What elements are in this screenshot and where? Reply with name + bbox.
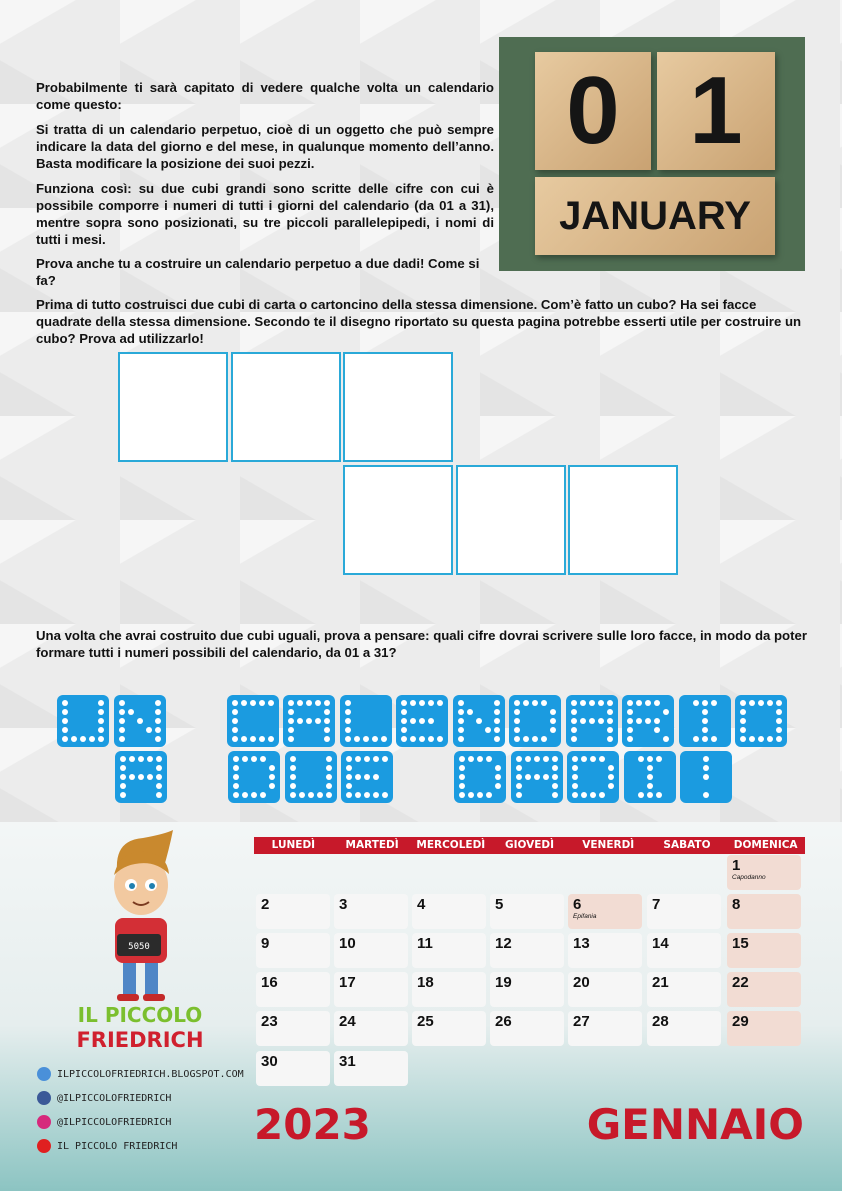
day-number: 21 <box>652 974 669 991</box>
calendar-day-cell <box>490 1011 564 1046</box>
calendar-day-cell <box>256 1051 330 1086</box>
calendar-day-cell <box>490 972 564 1007</box>
dice-gap <box>170 695 222 747</box>
dice-letter <box>341 751 393 803</box>
globe-icon <box>37 1067 51 1081</box>
day-number: 4 <box>417 896 426 913</box>
calendar-day-cell <box>568 894 642 929</box>
day-number: 11 <box>417 935 433 952</box>
brand-name-line-2: FRIEDRICH <box>76 1028 204 1052</box>
day-number: 19 <box>495 974 512 991</box>
cube-face <box>343 465 453 575</box>
dice-letter <box>454 751 506 803</box>
social-youtube[interactable]: IL PICCOLO FRIEDRICH <box>37 1139 177 1153</box>
dice-letter <box>735 695 787 747</box>
dice-letter <box>115 751 167 803</box>
weekday-label: SABATO <box>663 839 711 851</box>
day-number: 22 <box>732 974 749 991</box>
day-number: 31 <box>339 1053 356 1070</box>
intro-paragraph-6: Una volta che avrai costruito due cubi uguali, prova a pensare: quali cifre dovrai scrivere sulle loro facce, in modo da poter formare tutti i numeri possibili del calendario, da 01 a 31? <box>36 628 807 660</box>
day-number: 28 <box>652 1013 669 1030</box>
day-number: 20 <box>573 974 590 991</box>
weekday-label: MERCOLEDÌ <box>416 839 486 851</box>
calendar-day-cell <box>412 933 486 968</box>
calendar-day-cell <box>568 972 642 1007</box>
dice-letter <box>679 695 731 747</box>
day-number: 13 <box>573 935 590 952</box>
calendar-day-cell <box>412 1011 486 1046</box>
weekday-label: MARTEDÌ <box>345 839 399 851</box>
calendar-day-cell <box>647 933 721 968</box>
day-number: 3 <box>339 896 348 913</box>
calendar-day-cell <box>490 894 564 929</box>
wooden-block-digit-1: 0 <box>535 52 651 170</box>
calendar-day-cell <box>727 933 801 968</box>
weekday-label: LUNEDÌ <box>271 839 316 851</box>
dice-title-line-1 <box>57 695 792 747</box>
day-number: 12 <box>495 935 512 952</box>
day-number: 25 <box>417 1013 434 1030</box>
wooden-block-month: JANUARY <box>535 177 775 255</box>
mascot-illustration <box>95 830 185 1005</box>
weekday-label: GIOVEDÌ <box>504 839 555 851</box>
day-number: 18 <box>417 974 434 991</box>
day-number: 15 <box>732 935 749 952</box>
instagram-icon <box>37 1115 51 1129</box>
dice-gap <box>172 751 224 803</box>
weekday-label: DOMENICA <box>733 839 798 851</box>
day-number: 2 <box>261 896 270 913</box>
day-number: 29 <box>732 1013 749 1030</box>
calendar-day-cell <box>256 894 330 929</box>
day-number: 16 <box>261 974 278 991</box>
mascot-shirt-text: 5050 <box>128 942 150 952</box>
dice-title-line-2 <box>115 751 737 803</box>
facebook-icon <box>37 1091 51 1105</box>
calendar-day-cell <box>647 972 721 1007</box>
cube-face <box>118 352 228 462</box>
weekday-label: VENERDÌ <box>582 839 635 851</box>
day-number: 6 <box>573 896 582 913</box>
dice-letter <box>566 695 618 747</box>
calendar-day-cell <box>568 933 642 968</box>
calendar-day-cell <box>727 1011 801 1046</box>
calendar-day-cell <box>727 972 801 1007</box>
calendar-day-cell <box>490 933 564 968</box>
day-number: 24 <box>339 1013 356 1030</box>
dice-letter <box>283 695 335 747</box>
calendar-day-cell <box>334 933 408 968</box>
holiday-label: Capodanno <box>732 874 766 881</box>
dice-letter <box>228 751 280 803</box>
calendar-day-cell <box>256 972 330 1007</box>
dice-letter <box>680 751 732 803</box>
dice-letter <box>622 695 674 747</box>
wooden-block-digit-2: 1 <box>657 52 775 170</box>
dice-letter <box>453 695 505 747</box>
day-number: 9 <box>261 935 270 952</box>
dice-letter <box>509 695 561 747</box>
day-number: 5 <box>495 896 504 913</box>
intro-paragraph-5: Prima di tutto costruisci due cubi di carta o cartoncino della stessa dimensione. Com’è fatto un cubo? Ha sei facce quadrate della stessa dimensione. Secondo te il disegno riportato su questa pagina potrebbe esserti utile per costruire un cubo? Prova ad utilizzarlo! <box>36 297 802 346</box>
cube-face <box>568 465 678 575</box>
day-number: 7 <box>652 896 661 913</box>
brand-name-line-1: IL PICCOLO <box>77 1003 203 1027</box>
social-facebook[interactable]: @ILPICCOLOFRIEDRICH <box>37 1091 171 1105</box>
calendar-day-cell <box>647 894 721 929</box>
calendar-day-cell <box>334 972 408 1007</box>
wooden-calendar-photo <box>499 37 805 271</box>
day-number: 8 <box>732 896 741 913</box>
dice-letter <box>57 695 109 747</box>
calendar-day-cell <box>334 894 408 929</box>
calendar-day-cell <box>727 855 801 890</box>
calendar-year: 2023 <box>254 1100 371 1149</box>
calendar-day-cell <box>412 894 486 929</box>
dice-letter <box>285 751 337 803</box>
dice-letter <box>396 695 448 747</box>
dice-letter <box>624 751 676 803</box>
intro-paragraph-4: Prova anche tu a costruire un calendario perpetuo a due dadi! Come si fa? <box>36 256 480 288</box>
calendar-weekday-header <box>254 837 805 854</box>
calendar-month: GENNAIO <box>586 1100 804 1149</box>
calendar-day-cell <box>568 1011 642 1046</box>
cube-face <box>456 465 566 575</box>
dice-letter <box>567 751 619 803</box>
holiday-label: Epifania <box>573 913 597 920</box>
calendar-day-cell <box>256 933 330 968</box>
social-website[interactable]: ILPICCOLOFRIEDRICH.BLOGSPOT.COM <box>37 1067 244 1081</box>
calendar-day-cell <box>334 1051 408 1086</box>
dice-letter <box>340 695 392 747</box>
calendar-day-cell <box>727 894 801 929</box>
cube-face <box>231 352 341 462</box>
youtube-icon <box>37 1139 51 1153</box>
calendar-day-cell <box>412 972 486 1007</box>
day-number: 30 <box>261 1053 278 1070</box>
dice-letter <box>114 695 166 747</box>
cube-face <box>343 352 453 462</box>
day-number: 26 <box>495 1013 512 1030</box>
calendar-day-cell <box>334 1011 408 1046</box>
intro-paragraph-2: Si tratta di un calendario perpetuo, cioè di un oggetto che può sempre indicare la data del giorno e del mese, in qualunque momento dell’anno. Basta modificare la posizione dei suoi pezzi. <box>36 122 494 171</box>
day-number: 17 <box>339 974 356 991</box>
intro-paragraph-1: Probabilmente ti sarà capitato di vedere qualche volta un calendario come questo: <box>36 80 494 112</box>
dice-gap <box>398 751 450 803</box>
day-number: 10 <box>339 935 356 952</box>
calendar-day-cell <box>256 1011 330 1046</box>
intro-paragraph-3: Funziona così: su due cubi grandi sono scritte delle cifre con cui è possibile comporre i numeri di tutti i giorni del calendario (da 01 a 31), mentre sopra sono posizionati, su tre piccoli parallelepipedi, i nomi di tutti i mesi. <box>36 181 494 247</box>
dice-letter <box>511 751 563 803</box>
social-instagram[interactable]: @ILPICCOLOFRIEDRICH <box>37 1115 171 1129</box>
day-number: 23 <box>261 1013 278 1030</box>
dice-letter <box>227 695 279 747</box>
day-number: 14 <box>652 935 669 952</box>
calendar-day-cell <box>647 1011 721 1046</box>
day-number: 27 <box>573 1013 590 1030</box>
day-number: 1 <box>732 857 741 874</box>
